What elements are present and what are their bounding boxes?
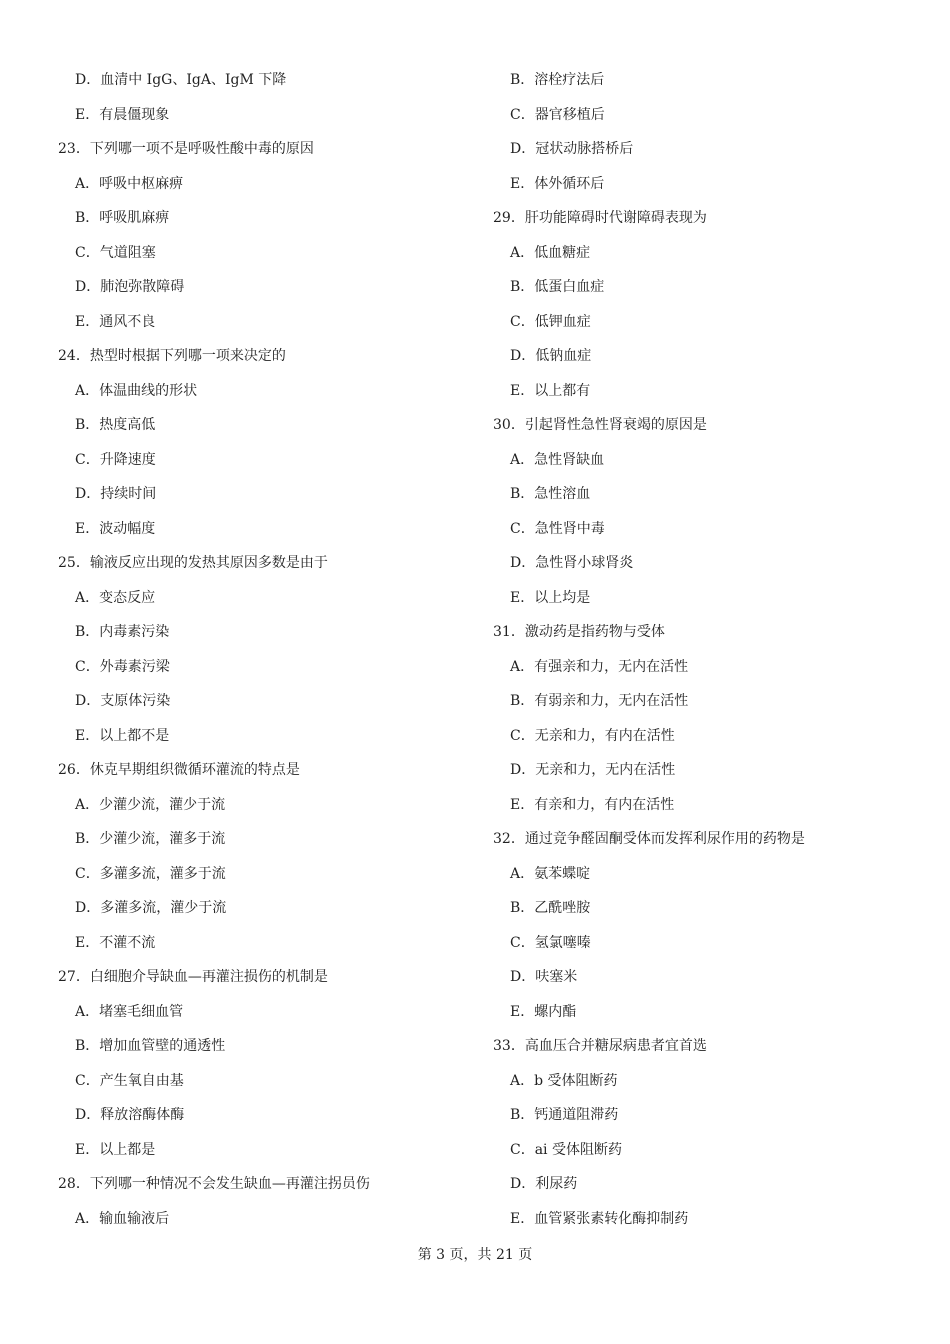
- answer-option: A．输血输液后: [75, 1210, 170, 1227]
- question-stem: 25．输液反应出现的发热其原因多数是由于: [58, 555, 328, 571]
- page-footer: 第 3 页，共 21 页: [417, 1247, 533, 1263]
- answer-option: E．波动幅度: [75, 520, 156, 537]
- answer-option: D．低钠血症: [510, 348, 592, 364]
- question-stem: 23．下列哪一项不是呼吸性酸中毒的原因: [58, 141, 314, 157]
- answer-option: E．体外循环后: [510, 175, 605, 192]
- answer-option: E．通风不良: [75, 313, 156, 330]
- answer-option: B．少灌少流，灌多于流: [75, 831, 226, 847]
- question-stem: 28．下列哪一种情况不会发生缺血—再灌注拐员伤: [58, 1176, 370, 1192]
- answer-option: C．产生氧自由基: [75, 1072, 184, 1089]
- answer-option: C．多灌多流，灌多于流: [75, 865, 226, 882]
- answer-option: B．增加血管壁的通透性: [75, 1038, 226, 1054]
- answer-option: D．急性肾小球肾炎: [510, 555, 634, 571]
- answer-option: B．钙通道阻滞药: [510, 1107, 619, 1123]
- question-stem: 31．激动药是指药物与受体: [493, 624, 665, 640]
- answer-option: A．堵塞毛细血管: [75, 1003, 184, 1020]
- answer-option: D．血清中 IgG、IgA、IgM 下降: [75, 72, 287, 88]
- answer-option: A．有强亲和力，无内在活性: [510, 658, 689, 675]
- question-stem: 29．肝功能障碍时代谢障碍表现为: [493, 210, 707, 226]
- answer-option: B．内毒素污染: [75, 624, 170, 640]
- question-stem: 33．高血压合并糖尿病患者宜首选: [493, 1038, 707, 1054]
- answer-option: D．冠状动脉搭桥后: [510, 141, 634, 157]
- answer-option: C．ai 受体阻断药: [510, 1141, 622, 1158]
- answer-option: D．释放溶酶体酶: [75, 1107, 185, 1123]
- answer-option: B．低蛋白血症: [510, 279, 605, 295]
- answer-option: C．低钾血症: [510, 313, 591, 330]
- answer-option: D．无亲和力，无内在活性: [510, 762, 676, 778]
- answer-option: E．螺内酯: [510, 1003, 577, 1020]
- answer-option: C．外毒素污梁: [75, 658, 170, 675]
- answer-option: B．有弱亲和力，无内在活性: [510, 693, 689, 709]
- question-stem: 30．引起肾性急性肾衰竭的原因是: [493, 417, 707, 433]
- question-stem: 27．白细胞介导缺血—再灌注损伤的机制是: [58, 969, 328, 985]
- question-stem: 26．休克早期组织微循环灌流的特点是: [58, 762, 300, 778]
- answer-option: E．以上都是: [75, 1141, 156, 1158]
- answer-option: A．呼吸中枢麻痹: [75, 175, 184, 192]
- answer-option: E．以上均是: [510, 589, 591, 606]
- answer-option: B．急性溶血: [510, 486, 591, 502]
- answer-option: D．呋塞米: [510, 969, 578, 985]
- answer-option: E．以上都不是: [75, 727, 170, 744]
- answer-option: C．气道阻塞: [75, 244, 156, 261]
- answer-option: D．利尿药: [510, 1176, 578, 1192]
- answer-option: D．肺泡弥散障碍: [75, 279, 185, 295]
- answer-option: E．有亲和力，有内在活性: [510, 796, 675, 813]
- answer-option: B．热度高低: [75, 417, 156, 433]
- answer-option: D．支原体污染: [75, 693, 171, 709]
- left-column: [58, 63, 458, 1236]
- answer-option: A．急性肾缺血: [510, 451, 605, 468]
- question-stem: 32．通过竞争醛固酮受体而发挥利尿作用的药物是: [493, 831, 805, 847]
- question-stem: 24．热型时根据下列哪一项来决定的: [58, 348, 286, 364]
- answer-option: E．以上都有: [510, 382, 591, 399]
- answer-option: E．不灌不流: [75, 934, 156, 951]
- answer-option: E．有晨僵现象: [75, 106, 170, 123]
- answer-option: A．氨苯蝶啶: [510, 865, 591, 882]
- answer-option: E．血管紧张素转化酶抑制药: [510, 1210, 689, 1227]
- answer-option: C．无亲和力，有内在活性: [510, 727, 675, 744]
- answer-option: D．持续时间: [75, 486, 157, 502]
- answer-option: B．乙酰唑胺: [510, 900, 591, 916]
- answer-option: A．b 受体阻断药: [510, 1072, 618, 1089]
- answer-option: C．器官移植后: [510, 106, 605, 123]
- answer-option: A．少灌少流，灌少于流: [75, 796, 226, 813]
- answer-option: D．多灌多流，灌少于流: [75, 900, 227, 916]
- answer-option: B．溶栓疗法后: [510, 72, 605, 88]
- answer-option: C．氢氯噻嗪: [510, 934, 591, 951]
- answer-option: A．低血糖症: [510, 244, 591, 261]
- right-column: [493, 63, 893, 1236]
- answer-option: A．体温曲线的形状: [75, 382, 198, 399]
- answer-option: A．变态反应: [75, 589, 156, 606]
- answer-option: B．呼吸肌麻痹: [75, 210, 170, 226]
- answer-option: C．升降速度: [75, 451, 156, 468]
- answer-option: C．急性肾中毒: [510, 520, 605, 537]
